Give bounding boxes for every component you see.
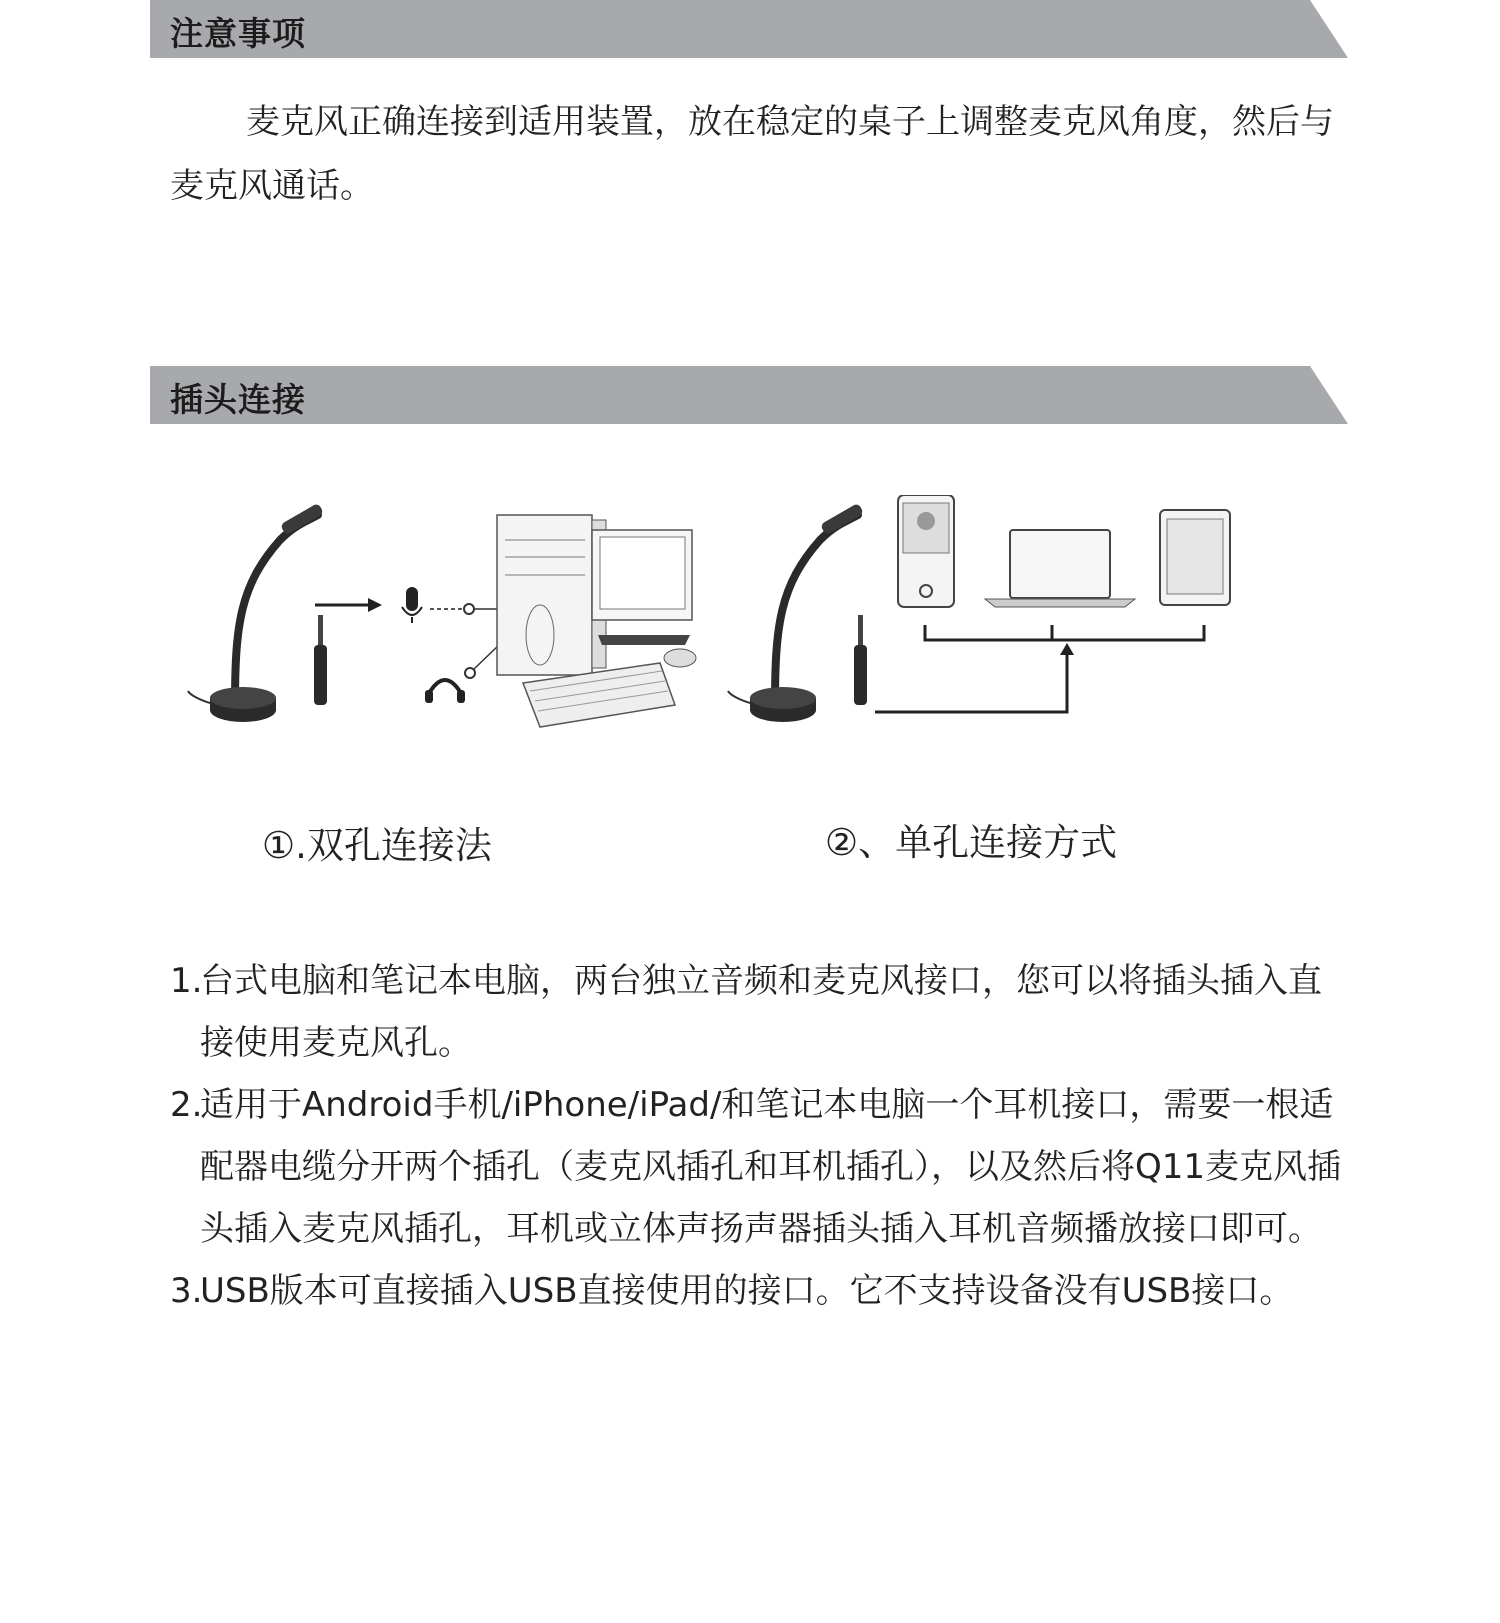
diagram-caption-single-jack: ②、单孔连接方式: [825, 821, 1118, 864]
diagram-caption-dual-jack: ①.双孔连接法: [262, 824, 492, 867]
arrow-right-icon: [315, 598, 382, 612]
jack-plug-right-illustration: [854, 615, 867, 705]
list-item: [170, 950, 1345, 1074]
instruction-list: [170, 950, 1345, 1322]
list-item-number: 3.: [170, 1271, 203, 1311]
connection-diagram: [180, 495, 1300, 765]
jack-plug-left-illustration: [314, 615, 327, 705]
desktop-computer-illustration: [497, 515, 696, 727]
tablet-illustration: [1160, 510, 1230, 605]
section-bar-shape: [150, 0, 1348, 60]
list-item-number: 2.: [170, 1085, 203, 1125]
section-title: 插头连接: [170, 380, 306, 419]
section-title: 注意事项: [170, 14, 306, 53]
connector-bracket: [875, 625, 1204, 712]
arrow-up-icon: [1060, 643, 1074, 655]
list-item-number: 1.: [170, 961, 203, 1001]
microphone-right-illustration: [728, 503, 864, 722]
smartphone-illustration: [898, 495, 954, 607]
section-bar-shape: [150, 366, 1348, 426]
list-item: [170, 1074, 1345, 1260]
intro-paragraph: 麦克风正确连接到适用装置，放在稳定的桌子上调整麦克风角度，然后与麦克风通话。: [170, 102, 1334, 206]
list-item-text: USB版本可直接插入USB直接使用的接口。它不支持设备没有USB接口。: [200, 1271, 1294, 1311]
list-item-text: 适用于Android手机/iPhone/iPad/和笔记本电脑一个耳机接口，需要一根适配器电缆分开两个插孔（麦克风插孔和耳机插孔），以及然后将Q11麦克风插头插入麦克风插孔，耳机或立体声扬声器插头插入耳机音频播放接口即可。: [200, 1085, 1342, 1249]
laptop-illustration: [985, 530, 1135, 607]
list-item-text: 台式电脑和笔记本电脑，两台独立音频和麦克风接口，您可以将插头插入直接使用麦克风孔。: [200, 961, 1322, 1063]
list-item: [170, 1260, 1345, 1322]
section-header-plug-connection: [150, 366, 1348, 426]
microphone-left-illustration: [188, 503, 324, 722]
section-header-precautions: [150, 0, 1348, 60]
